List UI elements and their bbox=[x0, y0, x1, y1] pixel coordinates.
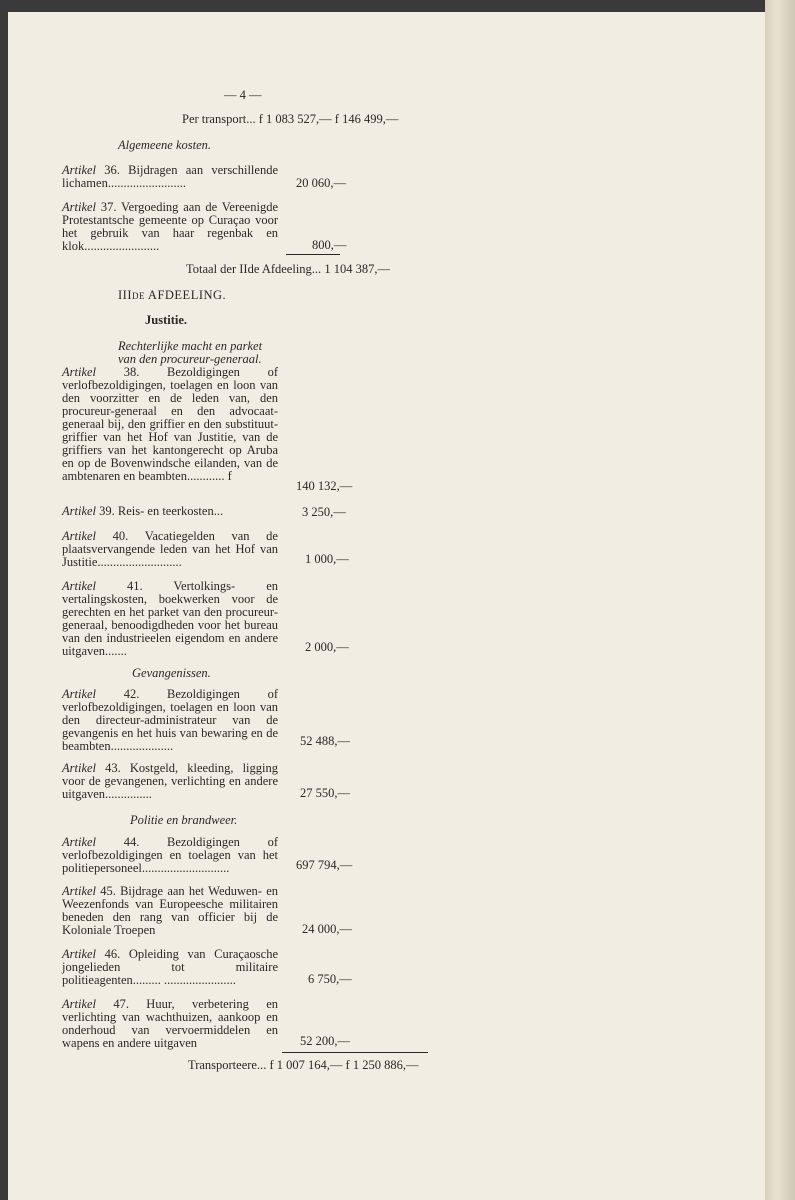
article-38 bbox=[62, 366, 278, 483]
article-text: 41. Vertolkings- en vertalingskosten, boekwerken voor de gerechten en het parket van den procureur-generaal, benoodigdheden voor het bureau van den industrieelen eigendom en andere uitgaven....... bbox=[62, 579, 278, 658]
transport-line bbox=[182, 112, 398, 126]
article-text: 45. Bijdrage aan het Weduwen- en Weezenfonds van Europeesche militairen beneden den rang van officier bij de Koloniale Troepen bbox=[62, 884, 278, 937]
transport-label: Per transport... f bbox=[182, 112, 263, 126]
article-label: Artikel bbox=[62, 529, 97, 543]
amount-45: 24 000,— bbox=[302, 922, 352, 936]
transporteere-label: Transporteere... f bbox=[188, 1058, 274, 1072]
transport-sep: f bbox=[334, 112, 339, 126]
article-41 bbox=[62, 580, 278, 658]
heading-gevangenissen: Gevangenissen. bbox=[132, 666, 211, 680]
amount-40: 1 000,— bbox=[305, 552, 349, 566]
article-text: 37. Vergoeding aan de Vereenigde Protestantsche gemeente op Curaçao voor het gebruik van haar regenbak en klok........................ bbox=[62, 200, 278, 253]
page-fold bbox=[765, 0, 795, 1200]
article-39 bbox=[62, 505, 278, 518]
heading-algemeene-kosten: Algemeene kosten. bbox=[118, 138, 212, 152]
sum-rule bbox=[282, 1052, 428, 1053]
amount-38: 140 132,— bbox=[296, 479, 353, 493]
page-number: — 4 — bbox=[224, 88, 262, 102]
sum-rule bbox=[286, 254, 340, 255]
article-46 bbox=[62, 948, 278, 987]
article-label: Artikel bbox=[62, 947, 97, 961]
article-text: 46. Opleiding van Curaçaosche jongelieden tot militaire politieagenten......... ....................... bbox=[62, 947, 278, 987]
amount-42: 52 488,— bbox=[300, 734, 350, 748]
heading-afdeeling-3: IIIde AFDEELING. bbox=[118, 288, 227, 302]
article-40 bbox=[62, 530, 278, 569]
article-label: Artikel bbox=[62, 504, 97, 518]
heading-justitie: Justitie. bbox=[145, 313, 188, 327]
article-label: Artikel bbox=[62, 365, 97, 379]
article-text: 39. Reis- en teerkosten... bbox=[96, 504, 224, 518]
article-45 bbox=[62, 885, 278, 937]
amount-47: 52 200,— bbox=[300, 1034, 350, 1048]
amount-37: 800,— bbox=[312, 238, 347, 252]
article-text: 38. Bezoldigingen of verlofbezoldigingen, toelagen en loon van den voorzitter en de leden van, den procureur-generaal en den advocaat-generaal bij, den griffier en den substituut-griffier van het Hof van Justitie, van de griffiers van het kantongerecht op Aruba en op de Bovenwindsche eilanden, van de ambtenaren en beambten............ f bbox=[62, 365, 278, 483]
article-label: Artikel bbox=[62, 884, 97, 898]
article-label: Artikel bbox=[62, 761, 97, 775]
article-text: 42. Bezoldigingen of verlofbezoldigingen, toelagen en loon van den directeur-administrateur van de gevangenis en het huis van bewaring en de beambten.................... bbox=[62, 687, 278, 753]
article-label: Artikel bbox=[62, 687, 97, 701]
heading-rechterlijke-1: Rechterlijke macht en parket bbox=[118, 339, 263, 353]
article-text: 36. Bijdragen aan verschillende lichamen......................... bbox=[62, 163, 278, 190]
transporteere-line bbox=[188, 1058, 418, 1072]
transporteere-sep: f bbox=[345, 1058, 350, 1072]
article-text: 44. Bezoldigingen of verlofbezoldigingen en toelagen van het politiepersoneel............................ bbox=[62, 835, 278, 875]
transporteere-col2: 1 250 886,— bbox=[352, 1058, 419, 1072]
article-36 bbox=[62, 164, 278, 190]
transporteere-col1: 1 007 164,— bbox=[276, 1058, 343, 1072]
transport-col1: 1 083 527,— bbox=[266, 112, 332, 126]
totaal-label: Totaal der IIde Afdeeling... bbox=[186, 262, 322, 276]
amount-39: 3 250,— bbox=[302, 505, 346, 519]
article-44 bbox=[62, 836, 278, 875]
amount-46: 6 750,— bbox=[308, 972, 352, 986]
article-42 bbox=[62, 688, 278, 753]
amount-43: 27 550,— bbox=[300, 786, 350, 800]
heading-politie: Politie en brandweer. bbox=[130, 813, 238, 827]
article-label: Artikel bbox=[62, 200, 97, 214]
amount-41: 2 000,— bbox=[305, 640, 349, 654]
article-label: Artikel bbox=[62, 835, 97, 849]
article-text: 43. Kostgeld, kleeding, ligging voor de gevangenen, verlichting en andere uitgaven............... bbox=[62, 761, 278, 801]
totaal-line bbox=[186, 262, 390, 276]
article-43 bbox=[62, 762, 278, 801]
article-label: Artikel bbox=[62, 579, 97, 593]
article-text: 47. Huur, verbetering en verlichting van wachthuizen, aankoop en onderhoud van vervoermiddelen en wapens en andere uitgaven bbox=[62, 997, 278, 1050]
heading-rechterlijke-2: van den procureur-generaal. bbox=[118, 352, 262, 366]
amount-36: 20 060,— bbox=[296, 176, 346, 190]
article-37 bbox=[62, 201, 278, 253]
article-label: Artikel bbox=[62, 163, 97, 177]
totaal-value: 1 104 387,— bbox=[324, 262, 390, 276]
article-47 bbox=[62, 998, 278, 1050]
amount-44: 697 794,— bbox=[296, 858, 353, 872]
transport-col2: 146 499,— bbox=[342, 112, 399, 126]
article-text: 40. Vacatiegelden van de plaatsvervangende leden van het Hof van Justitie........................... bbox=[62, 529, 278, 569]
article-label: Artikel bbox=[62, 997, 97, 1011]
